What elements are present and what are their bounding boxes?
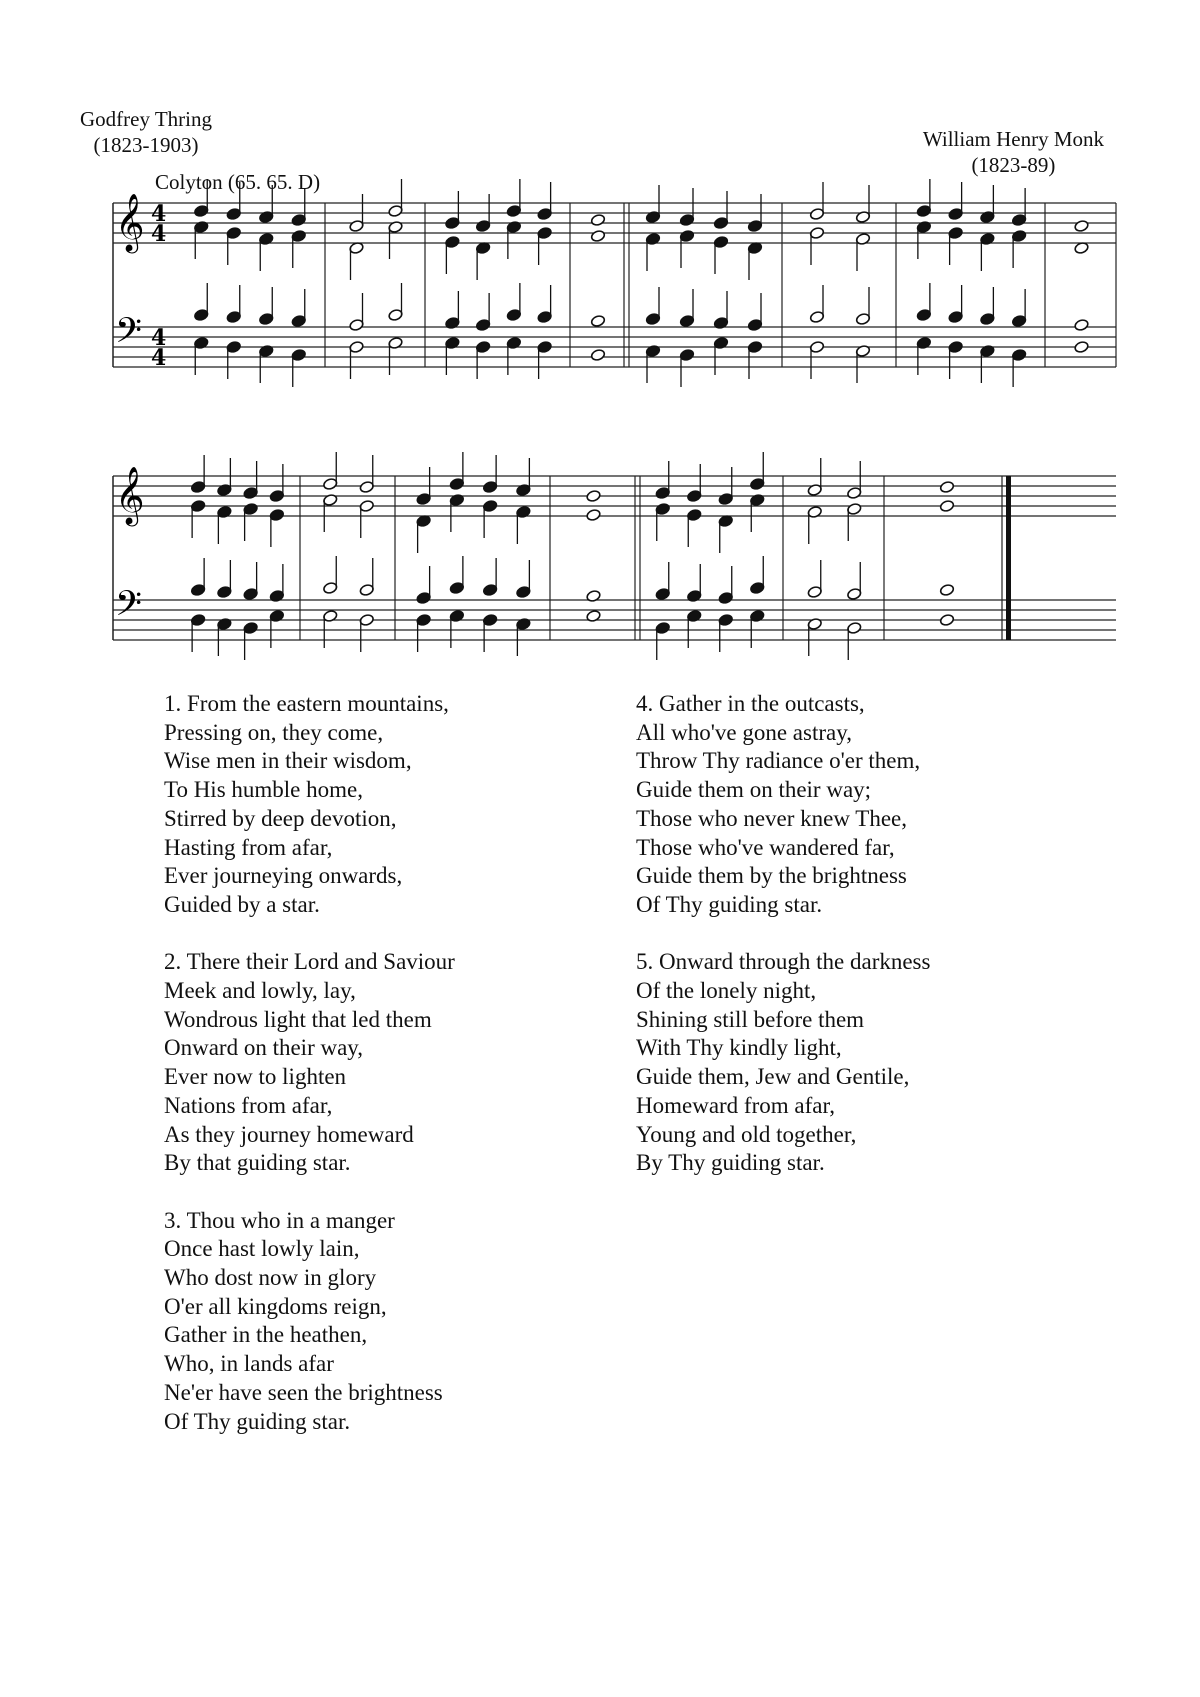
verse-line: Shining still before them — [636, 1006, 865, 1032]
verse-line: Those who never knew Thee, — [636, 805, 908, 831]
treble-clef: 𝄞 — [115, 193, 145, 251]
verse-4 — [636, 690, 930, 920]
verse-line: 3. Thou who in a manger — [164, 1207, 395, 1233]
time-signature: 4 — [151, 345, 167, 371]
verse-line: Ever now to lighten — [164, 1064, 347, 1090]
notehead — [1074, 340, 1089, 353]
author-dates: (1823-1903) — [93, 133, 199, 157]
verse-2 — [164, 948, 455, 1178]
notehead — [939, 583, 954, 596]
verse-line: All who've gone astray, — [636, 719, 852, 745]
bass-clef: 𝄢 — [115, 310, 143, 359]
verse-line: Who, in lands afar — [164, 1351, 334, 1377]
verse-line: Once hast lowly lain, — [164, 1236, 360, 1262]
verse-3 — [164, 1207, 455, 1437]
notehead — [590, 348, 605, 361]
verse-line: Guide them on their way; — [636, 777, 872, 803]
time-signature: 4 — [151, 325, 167, 351]
bass-clef: 𝄢 — [115, 583, 143, 632]
verse-line: Wise men in their wisdom, — [164, 748, 412, 774]
verse-line: By Thy guiding star. — [636, 1150, 825, 1176]
verse-1 — [164, 690, 455, 920]
verse-line: Throw Thy radiance o'er them, — [636, 748, 921, 774]
tune-name: Colyton (65. 65. D) — [155, 170, 321, 194]
verse-line: Hasting from afar, — [164, 834, 333, 860]
verse-line: Ever journeying onwards, — [164, 863, 403, 889]
time-signature: 4 — [151, 221, 167, 247]
verse-line: Meek and lowly, lay, — [164, 978, 356, 1004]
verse-line: Of Thy guiding star. — [164, 1408, 351, 1434]
notehead — [939, 499, 954, 512]
notehead — [586, 508, 601, 521]
verse-line: Those who've wandered far, — [636, 834, 895, 860]
verse-line: To His humble home, — [164, 777, 363, 803]
verse-line: Guide them, Jew and Gentile, — [636, 1064, 910, 1090]
notehead — [939, 480, 954, 493]
author-name: Godfrey Thring — [80, 107, 212, 131]
verse-line: O'er all kingdoms reign, — [164, 1293, 387, 1319]
verse-line: Ne'er have seen the brightness — [164, 1379, 443, 1405]
verse-line: Homeward from afar, — [636, 1092, 835, 1118]
treble-clef: 𝄞 — [115, 466, 145, 524]
verse-line: Young and old together, — [636, 1121, 857, 1147]
time-signature: 4 — [151, 201, 167, 227]
verse-line: Nations from afar, — [164, 1092, 333, 1118]
verse-line: Of the lonely night, — [636, 978, 817, 1004]
notehead — [590, 314, 605, 327]
verse-line: 2. There their Lord and Saviour — [164, 949, 455, 975]
notehead — [939, 613, 954, 626]
verse-line: 1. From the eastern mountains, — [164, 691, 449, 716]
verse-line: Of Thy guiding star. — [636, 891, 823, 917]
score-systems — [113, 193, 1116, 640]
verses-right-column — [636, 690, 930, 1207]
verse-line: Wondrous light that led them — [164, 1006, 432, 1032]
verse-line: As they journey homeward — [164, 1121, 414, 1147]
verse-5 — [636, 948, 930, 1178]
verse-line: 4. Gather in the outcasts, — [636, 691, 865, 716]
notehead — [1074, 219, 1089, 232]
verse-line: Guide them by the brightness — [636, 863, 907, 889]
verse-line: Gather in the heathen, — [164, 1322, 368, 1348]
notehead — [590, 213, 605, 226]
notehead — [586, 489, 601, 502]
final-barline-thick — [1006, 476, 1011, 640]
verse-line: Pressing on, they come, — [164, 719, 384, 745]
verse-line: Guided by a star. — [164, 891, 320, 917]
verse-line: Onward on their way, — [164, 1035, 364, 1061]
verse-line: 5. Onward through the darkness — [636, 949, 931, 975]
verse-line: Who dost now in glory — [164, 1265, 377, 1291]
verse-line: Stirred by deep devotion, — [164, 805, 397, 831]
verse-line: With Thy kindly light, — [636, 1035, 842, 1061]
verse-line: By that guiding star. — [164, 1150, 351, 1176]
notehead — [1074, 318, 1089, 331]
composer-dates: (1823-89) — [971, 153, 1056, 177]
verses-left-column — [164, 690, 455, 1465]
notehead — [590, 229, 605, 242]
composer-name: William Henry Monk — [922, 127, 1104, 151]
music-score — [0, 0, 1200, 690]
system-2 — [113, 466, 1116, 640]
